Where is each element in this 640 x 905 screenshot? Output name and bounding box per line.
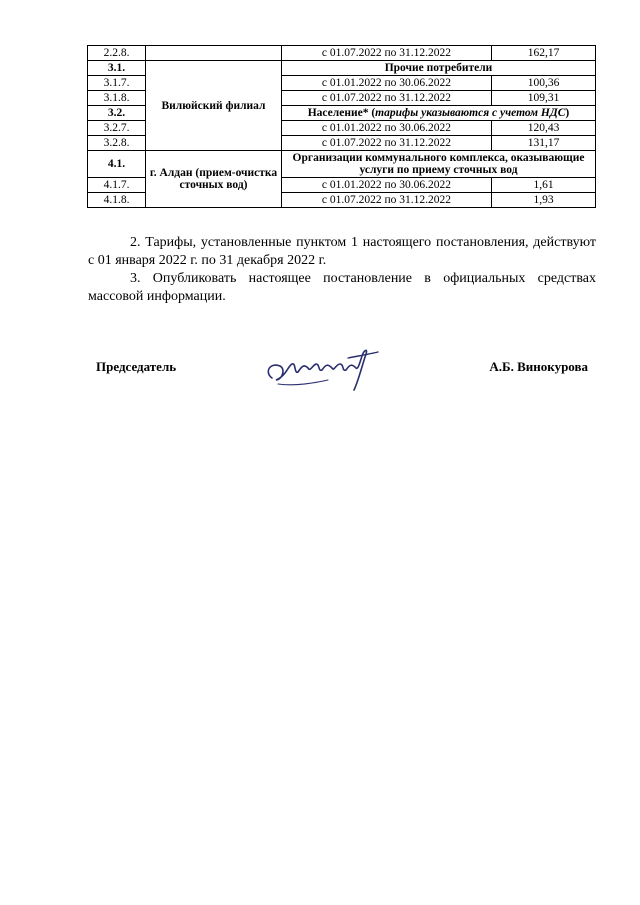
tariff-table <box>87 45 596 208</box>
signature-block <box>96 355 588 395</box>
header-italic-text: тарифы указываются с учетом НДС <box>375 107 566 119</box>
signatory-name: А.Б. Винокурова <box>489 359 588 374</box>
row-number: 3.2.8. <box>88 136 146 151</box>
row-number: 4.1. <box>88 151 146 178</box>
period-cell: с 01.07.2022 по 31.12.2022 <box>282 46 492 61</box>
tariff-value: 1,61 <box>492 178 596 193</box>
header-text: Население* ( <box>307 107 376 119</box>
row-number: 3.1. <box>88 61 146 76</box>
tariff-value: 109,31 <box>492 91 596 106</box>
tariff-value: 100,36 <box>492 76 596 91</box>
organization-cell <box>146 46 282 61</box>
tariff-value: 120,43 <box>492 121 596 136</box>
table-row <box>88 151 596 178</box>
row-number: 3.1.7. <box>88 76 146 91</box>
period-cell: с 01.01.2022 по 30.06.2022 <box>282 76 492 91</box>
table-row <box>88 61 596 76</box>
category-header <box>282 106 596 121</box>
table-row <box>88 46 596 61</box>
row-number: 3.1.8. <box>88 91 146 106</box>
signatory-title: Председатель <box>96 359 177 374</box>
organization-aldan: г. Алдан (прием-очистка сточных вод) <box>146 151 282 208</box>
category-header: Организации коммунального комплекса, оказывающие услуги по приему сточных вод <box>282 151 596 178</box>
period-cell: с 01.07.2022 по 31.12.2022 <box>282 193 492 208</box>
period-cell: с 01.01.2022 по 30.06.2022 <box>282 178 492 193</box>
period-cell: с 01.01.2022 по 30.06.2022 <box>282 121 492 136</box>
row-number: 4.1.8. <box>88 193 146 208</box>
row-number: 3.2.7. <box>88 121 146 136</box>
paragraph-3-text: 3. Опубликовать настоящее постановление в официальных средствах массовой информации. <box>88 271 596 304</box>
paragraph-3 <box>88 270 596 306</box>
period-cell: с 01.07.2022 по 31.12.2022 <box>282 91 492 106</box>
category-header: Прочие потребители <box>282 61 596 76</box>
tariff-value: 162,17 <box>492 46 596 61</box>
paragraph-2-text: 2. Тарифы, установленные пунктом 1 настоящего постановления, действуют с 01 января 2022 г. по 31 декабря 2022 г. <box>88 235 596 268</box>
row-number: 3.2. <box>88 106 146 121</box>
row-number: 2.2.8. <box>88 46 146 61</box>
tariff-value: 131,17 <box>492 136 596 151</box>
organization-viluy: Вилюйский филиал <box>146 61 282 151</box>
paragraph-2 <box>88 234 596 270</box>
header-text-end: ) <box>565 107 570 119</box>
period-cell: с 01.07.2022 по 31.12.2022 <box>282 136 492 151</box>
handwritten-signature <box>262 342 382 394</box>
tariff-value: 1,93 <box>492 193 596 208</box>
row-number: 4.1.7. <box>88 178 146 193</box>
